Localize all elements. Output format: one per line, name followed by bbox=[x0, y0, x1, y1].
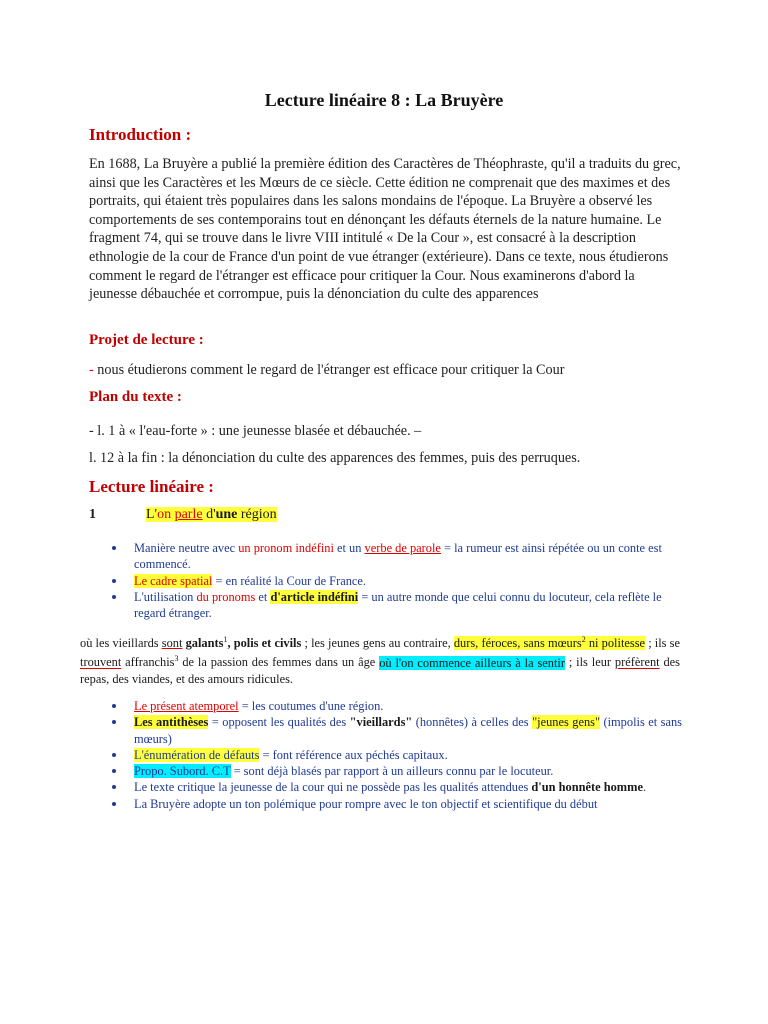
bullet-term: Les antithèses bbox=[134, 715, 209, 730]
introduction-paragraph: En 1688, La Bruyère a publié la première édition des Caractères de Théophraste, qu'il a traduits du grec, ainsi que les Caractères et les Mœurs de ce siècle. Cette édition ne comprenait que des maximes et des portraits, qui étaient très populaires dans les salons mondains de l'époque. La Bruyère a observé les comportements de ses contemporains tout en dénonçant les défauts éternels de la nature humaine. Le fragment 74, qui se trouve dans le livre VIII intitulé « De la Cour », est consacré à la description ethnologie de la cour de France d'un point de vue étranger (extérieure). Dans ce texte, nous étudierons comment le regard de l'étranger est efficace pour critiquer la Cour. Nous examinerons d'abord la jeunesse débauchée et corrompue, puis la dénonciation du culte des apparences bbox=[89, 156, 681, 303]
projet-dash: - bbox=[89, 362, 94, 378]
quote-part: de la passion des femmes dans un âge bbox=[178, 655, 380, 670]
line1-pronoun: on bbox=[157, 507, 172, 522]
quote-subordinate: où l'on commence ailleurs à la sentir bbox=[379, 655, 565, 670]
bullet-text: et un bbox=[333, 541, 365, 555]
bullet-text: = opposent les qualités des bbox=[208, 715, 350, 730]
analysis-list-2 bbox=[110, 698, 682, 812]
title-main: Lecture linéaire 8 bbox=[264, 90, 401, 110]
quote-part: ; ils leur bbox=[564, 655, 615, 670]
list-item bbox=[110, 573, 682, 589]
projet-heading: Projet de lecture : bbox=[89, 332, 204, 348]
quote-verb: préfèrent bbox=[614, 655, 660, 670]
footnote-marker: 2 bbox=[581, 635, 586, 644]
line-number: 1 bbox=[89, 507, 96, 522]
projet-body: nous étudierons comment le regard de l'étranger est efficace pour critiquer la Cour bbox=[93, 362, 565, 378]
projet-text bbox=[89, 361, 681, 380]
bullet-text: et bbox=[255, 589, 271, 604]
footnote-marker: 3 bbox=[174, 654, 179, 664]
list-item bbox=[110, 714, 682, 747]
line1-part: L' bbox=[146, 507, 158, 522]
bullet-text: Manière neutre avec bbox=[134, 541, 239, 555]
quote-part: ; les jeunes gens au contraire, bbox=[301, 636, 454, 651]
quote-part: ; ils se bbox=[645, 636, 680, 651]
list-item bbox=[110, 779, 682, 795]
bullet-text: . bbox=[642, 780, 647, 795]
quote-part: des repas, des viandes, et des amours ridicules. bbox=[80, 655, 680, 686]
introduction-heading: Introduction : bbox=[89, 125, 192, 144]
bullet-term: verbe de parole bbox=[364, 541, 441, 555]
line1-highlight bbox=[146, 507, 277, 522]
list-item bbox=[110, 763, 682, 779]
quote-verb: sont bbox=[161, 636, 183, 651]
quote-part: où les vieillards bbox=[80, 636, 162, 651]
bullet-text: = la rumeur est ainsi répétée ou un conte est commencé. bbox=[134, 541, 662, 572]
lecture-heading: Lecture linéaire : bbox=[89, 477, 214, 496]
bullet-term: L'énumération de défauts bbox=[134, 747, 260, 762]
plan-heading: Plan du texte : bbox=[89, 389, 182, 405]
line1-verb: parle bbox=[174, 507, 203, 522]
list-item bbox=[110, 589, 682, 622]
plan-item-2: l. 12 à la fin : la dénonciation du culte des apparences des femmes, puis des perruques. bbox=[89, 450, 581, 466]
line1-part: d' bbox=[202, 507, 216, 522]
bullet-term: un pronom indéfini bbox=[238, 541, 334, 555]
quote-term: , polis et civils bbox=[227, 636, 302, 651]
bullet-term: "jeunes gens" bbox=[532, 715, 601, 730]
quote-term: galants bbox=[185, 636, 224, 651]
bullet-term: "vieillards" bbox=[349, 715, 413, 730]
bullet-text: La Bruyère adopte un ton polémique pour rompre avec le ton objectif et scientifique du début bbox=[134, 796, 598, 811]
quote-verb: trouvent bbox=[80, 655, 122, 670]
quote-term: ni politesse bbox=[585, 636, 646, 651]
analysis-list-1 bbox=[110, 540, 682, 621]
text-line-1 bbox=[89, 507, 277, 523]
bullet-text: Le texte critique la jeunesse de la cour qui ne possède pas les qualités attendues bbox=[134, 780, 532, 795]
bullet-text: (impolis et sans mœurs) bbox=[134, 715, 682, 746]
list-item bbox=[110, 796, 682, 812]
title-author: : La Bruyère bbox=[400, 90, 504, 110]
bullet-term: d'un honnête homme bbox=[531, 780, 643, 795]
plan-item-1: - l. 1 à « l'eau-forte » : une jeunesse blasée et débauchée. – bbox=[89, 423, 422, 439]
quote-term: durs, féroces, sans mœurs bbox=[453, 636, 582, 651]
quoted-passage bbox=[80, 632, 680, 687]
bullet-term: d'article indéfini bbox=[270, 589, 359, 604]
bullet-text: = en réalité la Cour de France. bbox=[212, 573, 366, 588]
bullet-text: L'utilisation bbox=[134, 589, 197, 604]
list-item bbox=[110, 747, 682, 763]
quote-part: affranchis bbox=[121, 655, 175, 670]
bullet-text: = les coutumes d'une région. bbox=[238, 699, 384, 713]
line1-noun: région bbox=[237, 507, 277, 522]
page-title bbox=[0, 90, 768, 111]
quote-highlight bbox=[454, 636, 645, 650]
bullet-text: = un autre monde que celui connu du locuteur, cela reflète le regard étranger. bbox=[134, 589, 662, 621]
bullet-text: = sont déjà blasés par rapport à un ailleurs connu par le locuteur. bbox=[230, 764, 554, 779]
line1-article: une bbox=[215, 507, 238, 522]
list-item bbox=[110, 540, 682, 573]
footnote-marker: 1 bbox=[223, 635, 228, 644]
bullet-term: Le présent atemporel bbox=[134, 699, 239, 713]
bullet-term: Propo. Subord. C.T bbox=[134, 764, 231, 779]
list-item bbox=[110, 698, 682, 714]
bullet-term: du pronoms bbox=[196, 589, 256, 604]
bullet-text: (honnêtes) à celles des bbox=[412, 715, 533, 730]
bullet-term: Le cadre spatial bbox=[134, 573, 213, 588]
bullet-text: = font référence aux péchés capitaux. bbox=[259, 747, 448, 762]
